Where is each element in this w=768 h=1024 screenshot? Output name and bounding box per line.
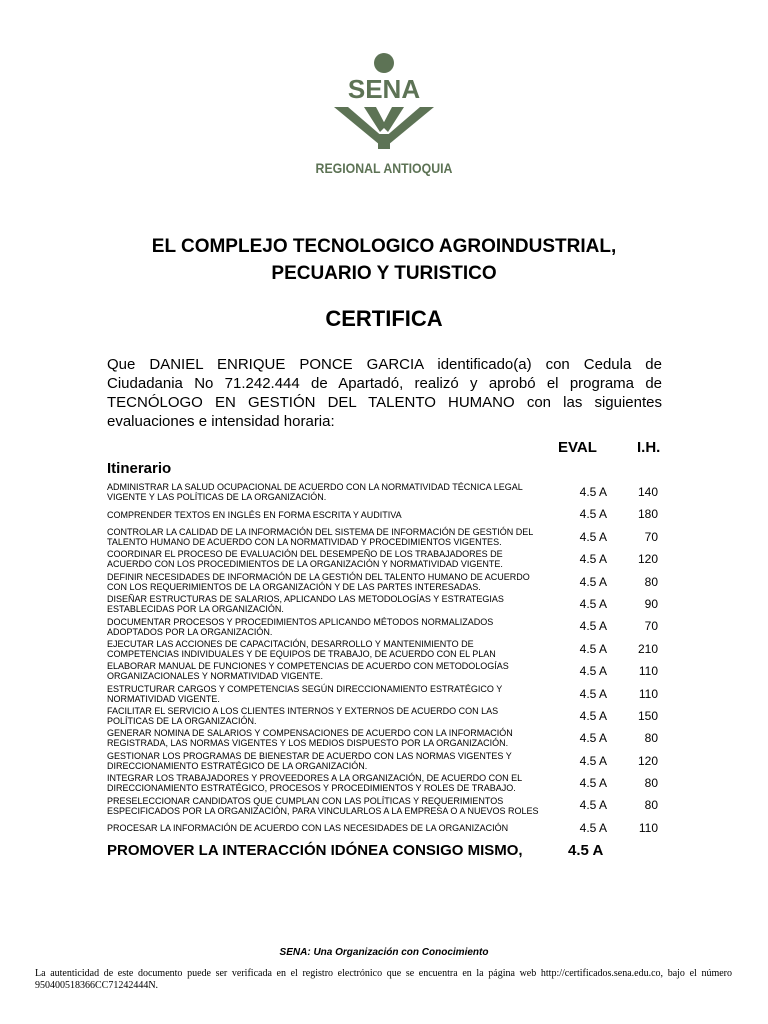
course-name: ELABORAR MANUAL DE FUNCIONES Y COMPETENCIAS DE ACUERDO CON METODOLOGÍAS ORGANIZACIONALES Y NORMATIVIDAD VIGENTE. (107, 661, 509, 682)
course-hours: 180 (637, 507, 658, 522)
course-row (107, 660, 667, 682)
course-eval: 4.5 A (579, 820, 607, 835)
course-hours: 120 (637, 753, 658, 768)
logo-stem (378, 134, 390, 149)
footer-motto: SENA: Una Organización con Conocimiento (279, 947, 489, 958)
course-name: DEFINIR NECESIDADES DE INFORMACIÓN DE LA GESTIÓN DEL TALENTO HUMANO DE ACUERDO CON LOS REQUERIMIENTOS DE LA ORGANIZACIÓN Y DE LAS PARTES INTERESADAS. (107, 571, 530, 592)
course-name: ADMINISTRAR LA SALUD OCUPACIONAL DE ACUERDO CON LA NORMATIVIDAD TÉCNICA LEGAL VIGENTE Y LAS POLÍTICAS DE LA ORGANIZACIÓN. (107, 482, 523, 503)
course-eval: 4.5 A (579, 574, 607, 589)
course-hours: 110 (638, 686, 658, 701)
section-title-itinerario: Itinerario (107, 460, 172, 477)
course-eval: 4.5 A (579, 708, 607, 723)
course-hours: 80 (644, 776, 658, 791)
course-row (107, 503, 667, 525)
course-name: GENERAR NOMINA DE SALARIOS Y COMPENSACIONES DE ACUERDO CON LA INFORMACIÓN REGISTRADA, LAS NORMAS VIGENTES Y LOS MEDIOS DISPUESTO POR LA ORGANIZACIÓN. (107, 728, 513, 749)
course-row (107, 481, 667, 503)
course-hours: 80 (644, 574, 658, 589)
certification-statement (107, 355, 662, 431)
course-name: GESTIONAR LOS PROGRAMAS DE BIENESTAR DE ACUERDO CON LAS NORMAS VIGENTES Y DIRECCIONAMIENTO ESTRATÉGICO DE LA ORGANIZACIÓN. (107, 750, 512, 771)
course-eval: 4.5 A (579, 485, 607, 499)
course-name: DISEÑAR ESTRUCTURAS DE SALARIOS, APLICANDO LAS METODOLOGÍAS Y ESTRATEGIAS ESTABLECIDAS POR LA ORGANIZACIÓN. (107, 594, 504, 615)
course-row (107, 615, 667, 637)
intro-paragraph: Que DANIEL ENRIQUE PONCE GARCIA identificado(a) con Cedula de Ciudadania No 71.242.444 de Apartadó, realizó y aprobó el programa de TECNÓLOGO EN GESTIÓN DEL TALENTO HUMANO con las siguientes evaluaciones e intensidad horaria: (107, 356, 662, 430)
institution-title (0, 233, 768, 287)
course-eval: 4.5 A (579, 596, 607, 611)
institution-line-2: PECUARIO Y TURISTICO (271, 263, 497, 284)
course-hours: 90 (644, 596, 658, 611)
column-header-ih: I.H. (637, 439, 661, 456)
course-row (107, 571, 667, 593)
course-hours: 80 (644, 798, 658, 813)
course-row (107, 638, 667, 660)
course-hours: 110 (638, 664, 658, 679)
sena-logo (330, 52, 438, 150)
course-hours: 150 (637, 708, 658, 723)
column-header-eval: EVAL (558, 439, 597, 456)
course-name: INTEGRAR LOS TRABAJADORES Y PROVEEDORES A LA ORGANIZACIÓN, DE ACUERDO CON EL DIRECCIONAMIENTO ESTRATÉGICO, PROCESOS Y PROCEDIMIENTOS Y ROLES DE TRABAJO. (107, 773, 522, 794)
course-eval: 4.5 A (579, 552, 607, 567)
course-hours: 70 (644, 529, 658, 544)
verification-notice (35, 968, 732, 992)
certifica-heading: CERTIFICA (325, 306, 443, 331)
logo-text: SENA (347, 74, 421, 104)
course-eval: 4.5 A (579, 686, 607, 701)
course-eval: 4.5 A (579, 529, 607, 544)
course-row (107, 593, 667, 615)
course-name: EJECUTAR LAS ACCIONES DE CAPACITACIÓN, DESARROLLO Y MANTENIMIENTO DE COMPETENCIAS INDIVIDUALES Y DE EQUIPOS DE TRABAJO, DE ACUERDO CON EL PLAN (107, 638, 496, 659)
course-name: CONTROLAR LA CALIDAD DE LA INFORMACIÓN DEL SISTEMA DE INFORMACIÓN DE GESTIÓN DEL TALENTO HUMANO DE ACUERDO CON LA NORMATIVIDAD Y PROCEDIMIENTOS VIGENTES. (107, 526, 533, 547)
course-eval: 4.5 A (579, 776, 607, 791)
course-eval: 4.5 A (579, 619, 607, 634)
course-row (107, 750, 667, 772)
course-hours: 120 (637, 552, 658, 567)
verification-text: La autenticidad de este documento puede ser verificada en el registro electrónico que se encuentra en la página web http://certificados.sena.edu.co, bajo el número 950400518366CC71242444N. (35, 968, 732, 991)
final-competency-eval: 4.5 A (568, 842, 604, 859)
course-row (107, 817, 667, 839)
course-name: FACILITAR EL SERVICIO A LOS CLIENTES INTERNOS Y EXTERNOS DE ACUERDO CON LAS POLÍTICAS DE LA ORGANIZACIÓN. (107, 706, 499, 727)
logo-head-dot (374, 53, 394, 73)
course-eval: 4.5 A (579, 507, 607, 522)
course-eval: 4.5 A (579, 798, 607, 813)
course-hours: 70 (644, 619, 658, 634)
course-hours: 210 (637, 641, 658, 656)
course-name: PRESELECCIONAR CANDIDATOS QUE CUMPLAN CON LAS POLÍTICAS Y REQUERIMIENTOS ESPECIFICADOS POR LA ORGANIZACIÓN, PARA VINCULARLOS A LA EMPRESA O A NUEVOS ROLES (107, 795, 539, 816)
course-row (107, 772, 667, 794)
final-competency-name: PROMOVER LA INTERACCIÓN IDÓNEA CONSIGO MISMO, (107, 842, 523, 859)
course-row (107, 794, 667, 816)
course-hours: 80 (644, 731, 658, 746)
course-name: COMPRENDER TEXTOS EN INGLÉS EN FORMA ESCRITA Y AUDITIVA (107, 509, 402, 520)
institution-line-1: EL COMPLEJO TECNOLOGICO AGROINDUSTRIAL, (151, 236, 617, 257)
course-name: COORDINAR EL PROCESO DE EVALUACIÓN DEL DESEMPEÑO DE LOS TRABAJADORES DE ACUERDO CON LOS PROCEDIMIENTOS DE LA ORGANIZACIÓN Y NORMATIVIDAD VIGENTE. (107, 549, 503, 570)
course-row (107, 683, 667, 705)
course-row (107, 705, 667, 727)
course-list (107, 481, 667, 839)
course-eval: 4.5 A (579, 731, 607, 746)
course-hours: 110 (638, 820, 658, 835)
regional-label: REGIONAL ANTIOQUIA (315, 160, 453, 176)
course-eval: 4.5 A (579, 664, 607, 679)
course-eval: 4.5 A (579, 641, 607, 656)
course-name: DOCUMENTAR PROCESOS Y PROCEDIMIENTOS APLICANDO MÉTODOS NORMALIZADOS ADOPTADOS POR LA ORGANIZACIÓN. (107, 616, 494, 637)
course-row (107, 526, 667, 548)
course-eval: 4.5 A (579, 753, 607, 768)
course-hours: 140 (637, 485, 658, 499)
course-row (107, 548, 667, 570)
course-row (107, 727, 667, 749)
course-name: ESTRUCTURAR CARGOS Y COMPETENCIAS SEGÚN DIRECCIONAMIENTO ESTRATÉGICO Y NORMATIVIDAD VIGENTE. (107, 683, 503, 704)
course-name: PROCESAR LA INFORMACIÓN DE ACUERDO CON LAS NECESIDADES DE LA ORGANIZACIÓN (107, 823, 509, 834)
